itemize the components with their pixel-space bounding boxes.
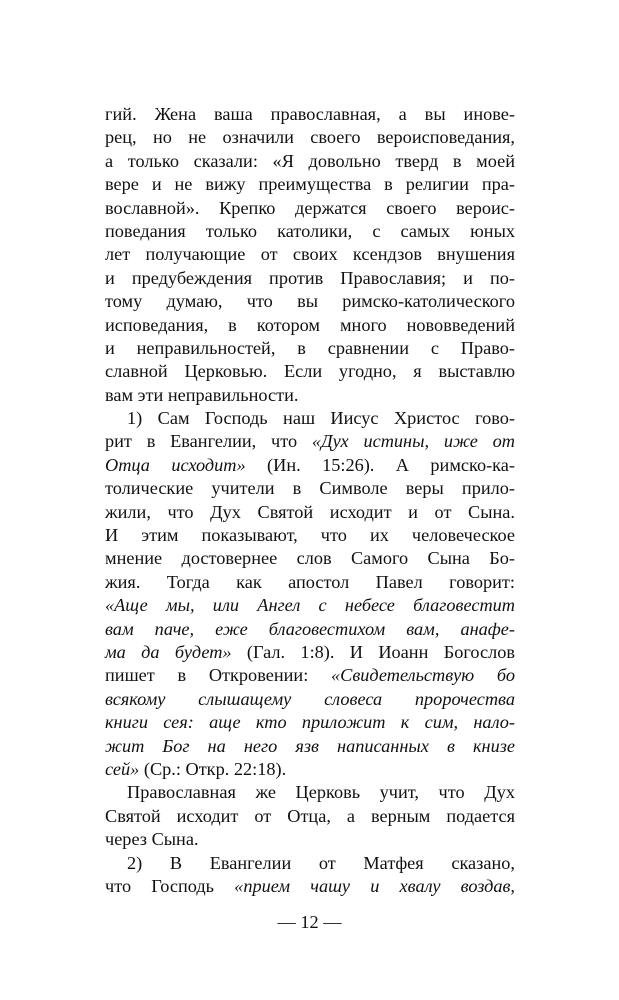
text-line <box>105 641 515 664</box>
text-span: вам эти неправильности. <box>105 384 299 405</box>
text-line <box>105 711 515 734</box>
text-line <box>105 454 515 477</box>
text-span: и неправильностей, в сравнении с Право- <box>105 337 515 358</box>
text-line <box>105 805 515 828</box>
text-span: И этим показывают, что их человеческое <box>105 525 515 546</box>
italic-quote: книги сея: аще кто приложит к сим, нало- <box>105 712 515 733</box>
italic-quote: «прием чашу и хвалу воздав, <box>234 875 516 896</box>
text-span: мнение достовернее слов Самого Сына Бо- <box>105 548 515 569</box>
text-line <box>105 360 515 383</box>
italic-quote: «Свидетельствую бо <box>331 665 516 686</box>
italic-quote: сей» <box>105 758 140 779</box>
text-span: через Сына. <box>105 829 199 850</box>
text-span: жили, что Дух Святой исходит и от Сына. <box>105 501 515 522</box>
text-span: что Господь <box>105 875 235 896</box>
text-line <box>105 243 515 266</box>
text-line <box>105 384 515 407</box>
page-number: — 12 — <box>277 912 342 932</box>
text-line <box>105 781 515 804</box>
text-span: (Гал. 1:8). И Иоанн Богослов <box>231 641 515 662</box>
text-span: (Ин. 15:26). А римско-ка- <box>245 454 515 475</box>
italic-quote: всякому слышащему словеса пророчества <box>105 688 515 709</box>
text-line <box>105 267 515 290</box>
text-span: славной Церковью. Если угодно, я выставлю <box>105 361 515 382</box>
text-span: рец, но не означили своего вероисповедания, <box>105 127 515 148</box>
text-line <box>105 477 515 500</box>
text-span: вославной». Крепко держатся своего вероис- <box>105 197 515 218</box>
text-span: (Ср.: Откр. 22:18). <box>139 758 287 779</box>
text-span: тому думаю, что вы римско-католического <box>105 291 515 312</box>
text-span: толические учители в Символе веры прило- <box>105 478 515 499</box>
text-span: и предубеждения против Православия; и по- <box>105 267 515 288</box>
italic-quote: «Аще мы, или Ангел с небесе благовестит <box>105 595 515 616</box>
text-span: жия. Тогда как апостол Павел говорит: <box>105 571 515 592</box>
text-span: Святой исходит от Отца, а верным подается <box>105 805 515 826</box>
italic-quote: «Дух истины, иже от <box>311 431 516 452</box>
text-line <box>105 547 515 570</box>
text-line <box>105 337 515 360</box>
text-line <box>105 220 515 243</box>
text-line <box>105 197 515 220</box>
text-line <box>105 501 515 524</box>
text-span: Православная же Церковь учит, что Дух <box>127 782 515 803</box>
text-line <box>105 314 515 337</box>
text-line <box>105 594 515 617</box>
text-line <box>105 758 515 781</box>
text-line <box>105 150 515 173</box>
italic-quote: вам паче, еже благовестихом вам, анафе- <box>105 618 515 639</box>
text-line <box>105 875 515 898</box>
text-line <box>105 735 515 758</box>
text-line <box>105 430 515 453</box>
italic-quote: ма да будет» <box>105 641 232 662</box>
text-line <box>105 664 515 687</box>
text-line <box>105 524 515 547</box>
text-line <box>105 852 515 875</box>
text-span: поведания только католики, с самых юных <box>105 220 515 241</box>
text-span: рит в Евангелии, что <box>105 431 312 452</box>
text-line <box>105 290 515 313</box>
italic-quote: жит Бог на него язв написанных в книзе <box>105 735 515 756</box>
text-span: пишет в Откровении: <box>105 665 332 686</box>
text-span: а только сказали: «Я довольно тверд в моей <box>105 150 515 171</box>
text-line <box>105 173 515 196</box>
text-line <box>105 126 515 149</box>
text-span: 1) Сам Господь наш Иисус Христос гово- <box>127 408 515 429</box>
body-text <box>105 103 515 898</box>
text-line <box>105 688 515 711</box>
text-span: лет получающие от своих ксендзов внушения <box>105 244 515 265</box>
text-line <box>105 407 515 430</box>
text-line <box>105 828 515 851</box>
text-line <box>105 571 515 594</box>
text-span: 2) В Евангелии от Матфея сказано, <box>127 852 515 873</box>
italic-quote: Отца исходит» <box>105 454 246 475</box>
text-span: гий. Жена ваша православная, а вы инове- <box>105 104 515 124</box>
text-line <box>105 103 515 126</box>
text-span: исповедания, в котором много нововведений <box>105 314 515 335</box>
text-span: вере и не вижу преимущества в религии пра- <box>105 174 515 195</box>
text-line <box>105 618 515 641</box>
